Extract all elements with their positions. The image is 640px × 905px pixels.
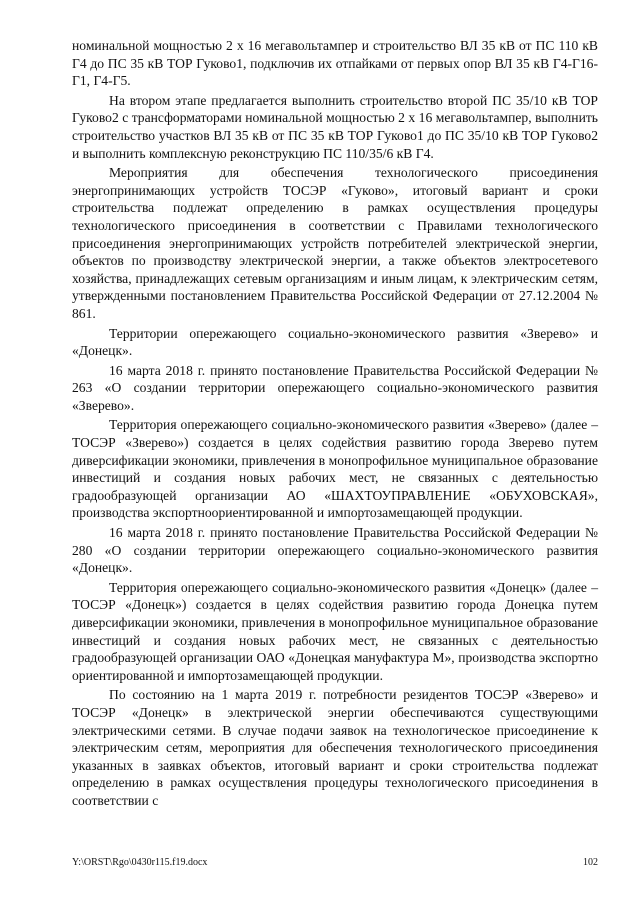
page-number: 102 [583,857,598,868]
paragraph-zverevo-description: Территория опережающего социально-экономического развития «Зверево» (далее – ТОСЭР «Зверево») создается в целях содействия развитию города Зверево путем диверсификации экономики, привлечения в монопрофильное муниципальное образование инвестиций и создания новых рабочих мест, не связанных с деятельностью градообразующей организации АО «ШАХТОУПРАВЛЕНИЕ «ОБУХОВСКАЯ», производства экспортноориентированной и импортозамещающей продукции. [72,417,598,521]
paragraph-status-2019: По состоянию на 1 марта 2019 г. потребности резидентов ТОСЭР «Зверево» и ТОСЭР «Донецк» в электрической энергии обеспечиваются существующими электрическими сетями. В случае подачи заявок на технологическое присоединение к электрическим сетям, мероприятия для обеспечения технологического присоединения указанных в заявках объектов, итоговый вариант и сроки строительства подлежат определению в рамках осуществления процедуры технологического присоединения в соответствии с [72,687,598,808]
paragraph-second-stage: На втором этапе предлагается выполнить строительство второй ПС 35/10 кВ ТОР Гуково2 с трансформаторами номинальной мощностью 2 х 16 мегавольтампер, выполнить строительство участков ВЛ 35 кВ от ПС 35 кВ ТОР Гуково1 до ПС 35/10 кВ ТОР Гуково2 и выполнить комплексную реконструкцию ПС 110/35/6 кВ Г4. [72,92,598,161]
paragraph-donetsk-description: Территория опережающего социально-экономического развития «Донецк» (далее – ТОСЭР «Донецк») создается в целях содействия развитию города Донецка путем диверсификации экономики, привлечения в монопрофильное муниципальное образование инвестиций и создания новых рабочих мест, не связанных с деятельностью градообразующей организации ОАО «Донецкая мануфактура М», производства экспортно ориентированной и импортозамещающей продукции. [72,579,598,683]
paragraph-territories-heading: Территории опережающего социально-экономического развития «Зверево» и «Донецк». [72,325,598,359]
paragraph-zverevo-decree: 16 марта 2018 г. принято постановление Правительства Российской Федерации № 263 «О создании территории опережающего социально-экономического развития «Зверево». [72,362,598,413]
paragraph-donetsk-decree: 16 марта 2018 г. принято постановление Правительства Российской Федерации № 280 «О создании территории опережающего социально-экономического развития «Донецк». [72,525,598,576]
page-footer [72,857,598,869]
paragraph-gukovo-measures: Мероприятия для обеспечения технологического присоединения энергопринимающих устройств ТОСЭР «Гуково», итоговый вариант и сроки строительства подлежат определению в рамках осуществления процедуры технологического присоединения в соответствии с Правилами технологического присоединения энергопринимающих устройств потребителей электрической энергии, объектов по производству электрической энергии, а также объектов электросетевого хозяйства, принадлежащих сетевым организациям и иным лицам, к электрическим сетям, утвержденными постановлением Правительства Российской Федерации от 27.12.2004 № 861. [72,165,598,321]
body-text [72,37,598,812]
paragraph-continuation: номинальной мощностью 2 х 16 мегавольтампер и строительство ВЛ 35 кВ от ПС 110 кВ Г4 до ПС 35 кВ ТОР Гуково1, подключив их отпайками от первых опор ВЛ 35 кВ Г4-Г16-Г1, Г4-Г5. [72,38,598,89]
footer-file-path: Y:\ORST\Rgo\0430r115.f19.docx [72,857,208,868]
